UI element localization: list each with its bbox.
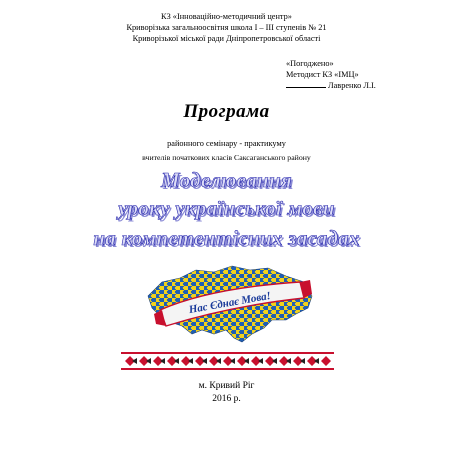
topic-line-3: на компетентісних засадах	[93, 226, 360, 250]
approver-name: Лавренко Л.І.	[328, 81, 376, 90]
seminar-subtitle: районного семінару - практикуму	[167, 139, 286, 148]
audience-subtitle: вчителів початкових класів Саксаганського району	[142, 153, 311, 162]
header-line-2: Криворізька загальноосвітня школа І – ІІІ ступенів № 21	[126, 23, 327, 32]
city-name: м. Кривий Ріг	[198, 381, 255, 391]
approval-block	[286, 58, 376, 91]
ornament-pattern	[125, 356, 331, 366]
banner-text: Нас Єднає Мова!	[187, 289, 272, 317]
embroidery-ornament	[121, 352, 334, 370]
header-line-3: Криворізької міської ради Дніпропетровської області	[132, 34, 321, 43]
institution-header	[0, 11, 453, 44]
signature-line	[286, 80, 326, 88]
ukraine-map-emblem	[140, 262, 318, 348]
approval-position: Методист КЗ «ІМЦ»	[286, 70, 359, 79]
approval-signature	[286, 80, 376, 91]
header-line-1: КЗ «Інноваційно-методичний центр»	[161, 12, 292, 21]
topic-line-2: уроку української мови	[118, 196, 335, 220]
document-year: 2016 р.	[212, 394, 241, 404]
topic-line-1: Моделювання	[160, 168, 293, 192]
program-title: Програма	[183, 101, 270, 122]
approval-label: «Погоджено»	[286, 59, 334, 68]
